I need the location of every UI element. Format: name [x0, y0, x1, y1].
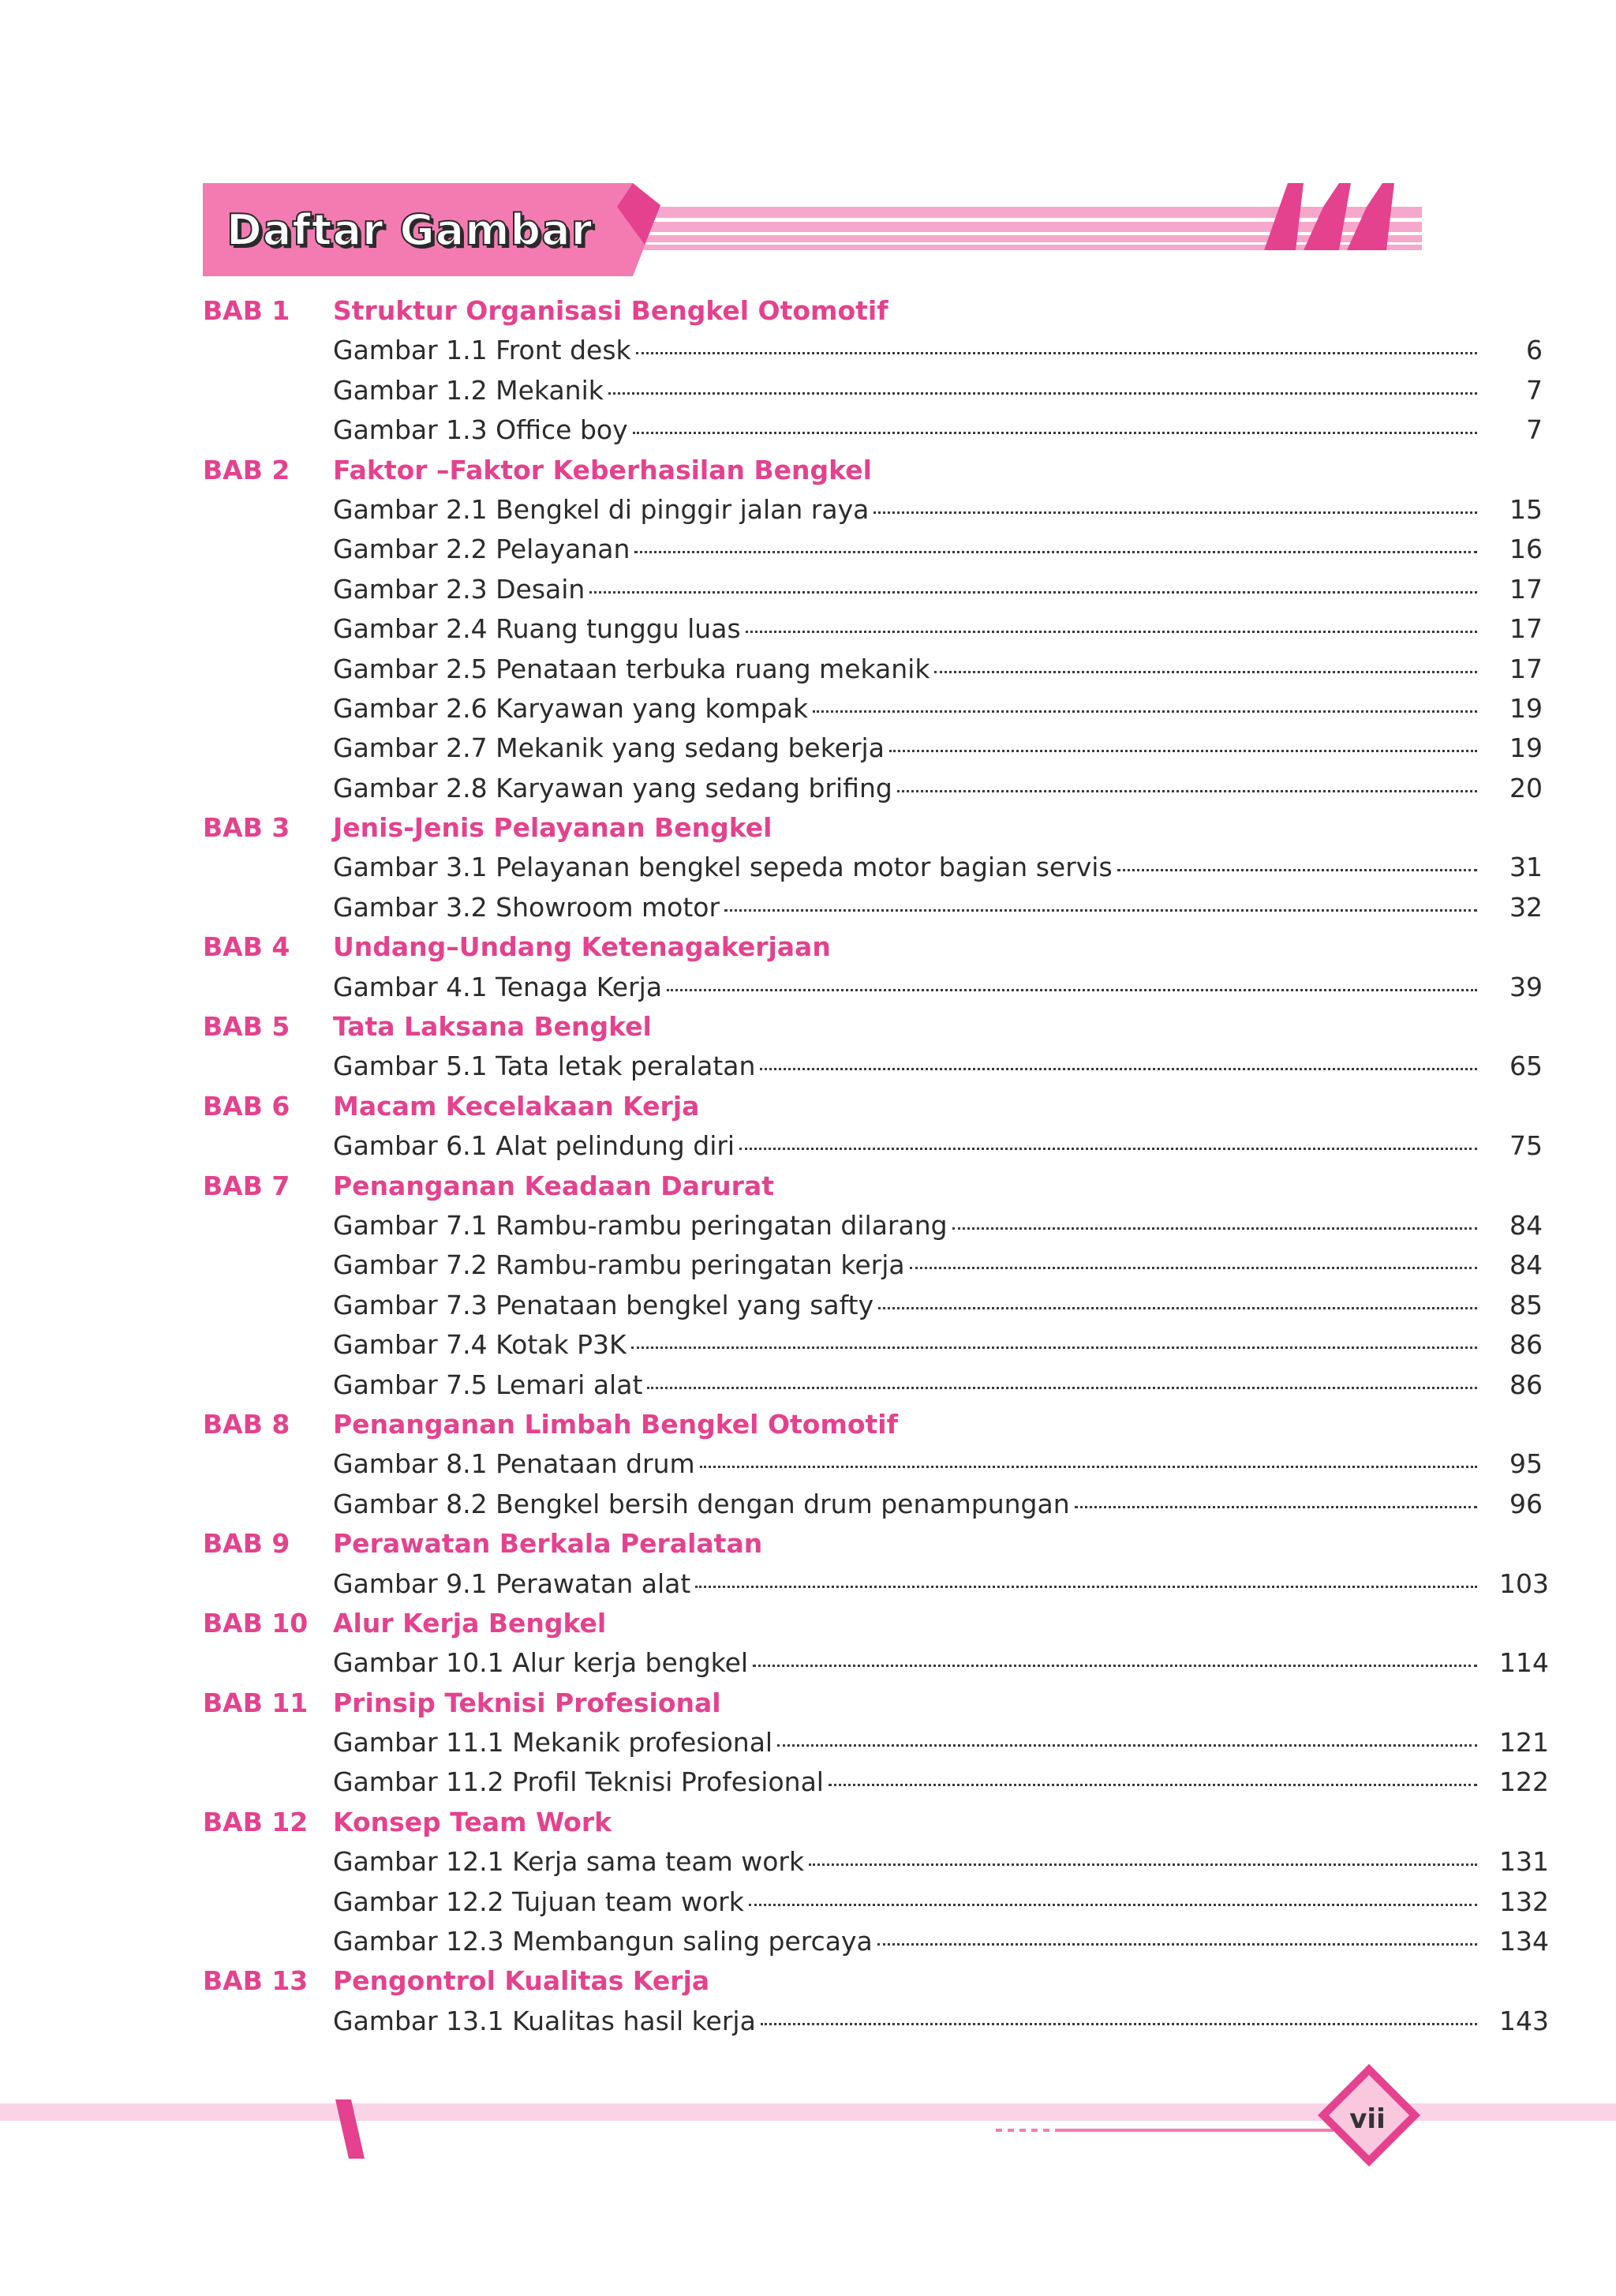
chapter-title: Pengontrol Kualitas Kerja: [333, 1965, 710, 1997]
dot-leader: [889, 750, 1477, 752]
figure-entry: [333, 414, 1543, 445]
figure-caption: Gambar 7.4 Kotak P3K: [333, 1329, 627, 1361]
list-item: [203, 1484, 1543, 1523]
list-item: [203, 1444, 1543, 1483]
chapter-title: Penanganan Keadaan Darurat: [333, 1170, 774, 1201]
figure-entry: [333, 693, 1543, 724]
list-item: [203, 2001, 1549, 2040]
list-item: [203, 1126, 1543, 1165]
figure-caption: Gambar 12.2 Tujuan team work: [333, 1886, 744, 1917]
figure-entry: [333, 892, 1543, 923]
figure-page-number: 19: [1509, 692, 1543, 724]
figure-caption: Gambar 8.2 Bengkel bersih dengan drum penampungan: [333, 1488, 1070, 1519]
figure-page-number: 7: [1526, 414, 1543, 446]
figure-entry: [333, 1727, 1549, 1759]
chapter-label: BAB 10: [203, 1607, 309, 1639]
figure-caption: Gambar 7.1 Rambu-rambu peringatan dilarang: [333, 1209, 948, 1241]
figure-page-number: 84: [1509, 1209, 1543, 1241]
figure-caption: Gambar 11.1 Mekanik profesional: [333, 1727, 773, 1759]
figure-page-number: 143: [1499, 2005, 1549, 2036]
figure-caption: Gambar 2.1 Bengkel di pinggir jalan raya: [333, 493, 870, 525]
chapter-title: Perawatan Berkala Peralatan: [333, 1528, 763, 1560]
figure-page-number: 84: [1509, 1249, 1543, 1281]
dot-leader: [631, 1347, 1477, 1349]
dot-leader: [749, 1904, 1477, 1906]
figure-entry: [333, 1210, 1543, 1241]
figure-caption: Gambar 12.3 Membangun saling percaya: [333, 1926, 873, 1957]
figure-page-number: 6: [1526, 335, 1543, 366]
chapter-label: BAB 7: [203, 1170, 290, 1201]
chapter-title: Faktor –Faktor Keberhasilan Bengkel: [333, 454, 872, 485]
list-item: [203, 529, 1543, 568]
figure-caption: Gambar 8.1 Penataan drum: [333, 1448, 695, 1480]
figure-page-number: 15: [1509, 493, 1543, 525]
chapter-title: Alur Kerja Bengkel: [333, 1607, 607, 1639]
figure-caption: Gambar 1.3 Office boy: [333, 414, 628, 446]
list-item: [203, 887, 1543, 927]
figure-page-number: 86: [1509, 1369, 1543, 1400]
figure-entry: [333, 1567, 1549, 1599]
figure-entry: [333, 773, 1543, 803]
figure-entry: [333, 1489, 1543, 1519]
figure-caption: Gambar 7.5 Lemari alat: [333, 1369, 643, 1400]
dot-leader: [760, 1068, 1477, 1070]
list-item: [203, 847, 1543, 886]
list-item: [203, 569, 1543, 609]
figure-caption: Gambar 9.1 Perawatan alat: [333, 1567, 691, 1599]
list-item: [203, 1841, 1549, 1881]
list-item: [203, 1882, 1549, 1921]
dot-leader: [873, 511, 1477, 514]
figure-page-number: 86: [1509, 1329, 1543, 1361]
figure-page-number: 32: [1509, 891, 1543, 923]
figure-caption: Gambar 4.1 Tenaga Kerja: [333, 971, 663, 1002]
header-banner: [203, 183, 1422, 276]
figure-page-number: 39: [1509, 971, 1543, 1002]
figure-page-number: 134: [1499, 1926, 1549, 1957]
dot-leader: [777, 1744, 1477, 1747]
dot-leader: [739, 1148, 1477, 1150]
list-item: [203, 768, 1543, 807]
figure-entry: [333, 972, 1543, 1002]
figure-page-number: 131: [1499, 1846, 1549, 1878]
figure-caption: Gambar 11.2 Profil Teknisi Profesional: [333, 1766, 824, 1798]
chapter-label: BAB 9: [203, 1528, 290, 1560]
figure-entry: [333, 1647, 1549, 1679]
figure-page-number: 17: [1509, 573, 1543, 605]
chapter-row: [203, 1006, 1410, 1046]
figure-caption: Gambar 2.5 Penataan terbuka ruang mekanik: [333, 653, 930, 684]
chapter-row: [203, 1523, 1410, 1563]
figure-page-number: 65: [1509, 1051, 1543, 1082]
dot-leader: [829, 1784, 1477, 1786]
dot-leader: [952, 1227, 1477, 1230]
list-item: [203, 728, 1543, 767]
figure-page-number: 31: [1509, 852, 1543, 883]
dot-leader: [761, 2023, 1477, 2025]
figure-entry: [333, 2005, 1549, 2036]
figure-entry: [333, 494, 1543, 525]
figure-page-number: 17: [1509, 613, 1543, 645]
list-item: [203, 1046, 1543, 1085]
figure-entry: [333, 1369, 1543, 1400]
figure-page-number: 114: [1499, 1647, 1549, 1679]
list-item: [203, 688, 1543, 728]
dot-leader: [724, 909, 1477, 912]
figure-entry: [333, 1448, 1543, 1479]
figure-entry: [333, 1290, 1543, 1320]
figure-list: [203, 290, 1549, 2040]
figure-caption: Gambar 2.3 Desain: [333, 573, 585, 605]
chapter-row: [203, 290, 1410, 330]
chapter-label: BAB 6: [203, 1090, 290, 1122]
chapter-row: [203, 1086, 1410, 1126]
chapter-label: BAB 11: [203, 1687, 309, 1718]
dot-leader: [910, 1267, 1477, 1269]
list-item: [203, 410, 1543, 449]
list-item: [203, 1324, 1543, 1364]
figure-entry: [333, 1130, 1543, 1161]
figure-page-number: 75: [1509, 1130, 1543, 1162]
list-item: [203, 1722, 1549, 1762]
figure-page-number: 17: [1509, 653, 1543, 684]
figure-caption: Gambar 6.1 Alat pelindung diri: [333, 1130, 735, 1162]
dot-leader: [608, 392, 1477, 395]
chapter-row: [203, 1166, 1410, 1205]
figure-caption: Gambar 5.1 Tata letak peralatan: [333, 1051, 756, 1082]
figure-entry: [333, 1846, 1549, 1878]
dot-leader: [753, 1665, 1477, 1667]
figure-entry: [333, 732, 1543, 763]
figure-caption: Gambar 3.1 Pelayanan bengkel sepeda motor bagian servis: [333, 852, 1113, 883]
figure-entry: [333, 1051, 1543, 1081]
dot-leader: [878, 1307, 1477, 1309]
list-item: [203, 609, 1543, 648]
figure-caption: Gambar 2.2 Pelayanan: [333, 534, 630, 565]
dot-leader: [589, 591, 1477, 594]
dot-leader: [809, 1863, 1477, 1866]
list-item: [203, 967, 1543, 1006]
page-title: Daftar Gambar: [226, 205, 593, 255]
chapter-row: [203, 1802, 1410, 1841]
figure-page-number: 16: [1509, 534, 1543, 565]
dot-leader: [1075, 1506, 1477, 1508]
list-item: [203, 1205, 1543, 1245]
figure-page-number: 122: [1499, 1766, 1549, 1798]
chapter-row: [203, 1603, 1410, 1642]
chapter-label: BAB 1: [203, 295, 290, 326]
figure-entry: [333, 335, 1543, 365]
figure-page-number: 20: [1509, 772, 1543, 803]
figure-caption: Gambar 2.6 Karyawan yang kompak: [333, 692, 809, 724]
list-item: [203, 1564, 1549, 1603]
list-item: [203, 1245, 1543, 1284]
dot-leader: [667, 989, 1477, 991]
figure-page-number: 19: [1509, 732, 1543, 764]
figure-entry: [333, 852, 1543, 882]
figure-entry: [333, 1766, 1549, 1798]
chapter-title: Tata Laksana Bengkel: [333, 1011, 652, 1043]
chapter-title: Struktur Organisasi Bengkel Otomotif: [333, 295, 888, 326]
figure-page-number: 132: [1499, 1886, 1549, 1917]
dot-leader: [633, 432, 1477, 434]
dot-leader: [1117, 869, 1477, 871]
chapter-title: Konsep Team Work: [333, 1806, 612, 1837]
list-item: [203, 1285, 1543, 1324]
chapter-title: Prinsip Teknisi Profesional: [333, 1687, 721, 1718]
figure-caption: Gambar 1.1 Front desk: [333, 335, 631, 366]
figure-caption: Gambar 7.3 Penataan bengkel yang safty: [333, 1289, 874, 1320]
figure-entry: [333, 1329, 1543, 1360]
list-item: [203, 330, 1543, 369]
list-item: [203, 1642, 1549, 1682]
chapter-title: Macam Kecelakaan Kerja: [333, 1090, 700, 1122]
dot-leader: [746, 631, 1477, 633]
chapter-label: BAB 4: [203, 931, 290, 963]
figure-entry: [333, 613, 1543, 644]
chapter-title: Jenis-Jenis Pelayanan Bengkel: [333, 812, 772, 844]
figure-caption: Gambar 2.8 Karyawan yang sedang brifing: [333, 772, 892, 803]
chapter-row: [203, 1961, 1410, 2000]
figure-page-number: 121: [1499, 1727, 1549, 1759]
chapter-row: [203, 1404, 1410, 1444]
list-item: [203, 1762, 1549, 1801]
chapter-row: [203, 807, 1410, 847]
page-number: vii: [1349, 2103, 1386, 2135]
figure-page-number: 95: [1509, 1448, 1543, 1480]
figure-entry: [333, 1886, 1549, 1917]
figure-page-number: 96: [1509, 1488, 1543, 1519]
dot-leader: [934, 671, 1477, 673]
figure-entry: [333, 375, 1543, 406]
figure-caption: Gambar 2.7 Mekanik yang sedang bekerja: [333, 732, 885, 764]
figure-caption: Gambar 3.2 Showroom motor: [333, 891, 720, 923]
chapter-label: BAB 5: [203, 1011, 290, 1043]
list-item: [203, 649, 1543, 688]
chapter-row: [203, 450, 1410, 489]
figure-caption: Gambar 12.1 Kerja sama team work: [333, 1846, 805, 1878]
chapter-row: [203, 927, 1410, 966]
dot-leader: [897, 790, 1477, 792]
figure-caption: Gambar 7.2 Rambu-rambu peringatan kerja: [333, 1249, 905, 1281]
chapter-row: [203, 1683, 1410, 1722]
dot-leader: [647, 1387, 1477, 1389]
dot-leader: [695, 1586, 1477, 1588]
dot-leader: [877, 1943, 1477, 1946]
figure-entry: [333, 534, 1543, 564]
figure-page-number: 85: [1509, 1289, 1543, 1320]
chapter-label: BAB 13: [203, 1965, 309, 1997]
dot-leader: [700, 1466, 1477, 1468]
chapter-title: Penanganan Limbah Bengkel Otomotif: [333, 1408, 898, 1440]
chapter-label: BAB 3: [203, 812, 290, 844]
chapter-label: BAB 8: [203, 1408, 290, 1440]
figure-page-number: 103: [1499, 1567, 1549, 1599]
chapter-label: BAB 2: [203, 454, 290, 485]
figure-entry: [333, 1249, 1543, 1280]
dot-leader: [636, 352, 1477, 354]
dot-leader: [813, 710, 1477, 713]
list-item: [203, 370, 1543, 410]
dot-leader: [634, 551, 1477, 553]
chapter-label: BAB 12: [203, 1806, 309, 1837]
figure-entry: [333, 654, 1543, 684]
figure-caption: Gambar 10.1 Alur kerja bengkel: [333, 1647, 749, 1679]
list-item: [203, 489, 1543, 529]
figure-page-number: 7: [1526, 374, 1543, 406]
chapter-title: Undang–Undang Ketenagakerjaan: [333, 931, 831, 963]
figure-caption: Gambar 13.1 Kualitas hasil kerja: [333, 2005, 756, 2036]
figure-caption: Gambar 1.2 Mekanik: [333, 374, 604, 406]
figure-entry: [333, 574, 1543, 605]
figure-entry: [333, 1926, 1549, 1957]
list-item: [203, 1365, 1543, 1404]
figure-caption: Gambar 2.4 Ruang tunggu luas: [333, 613, 741, 645]
list-item: [203, 1921, 1549, 1961]
